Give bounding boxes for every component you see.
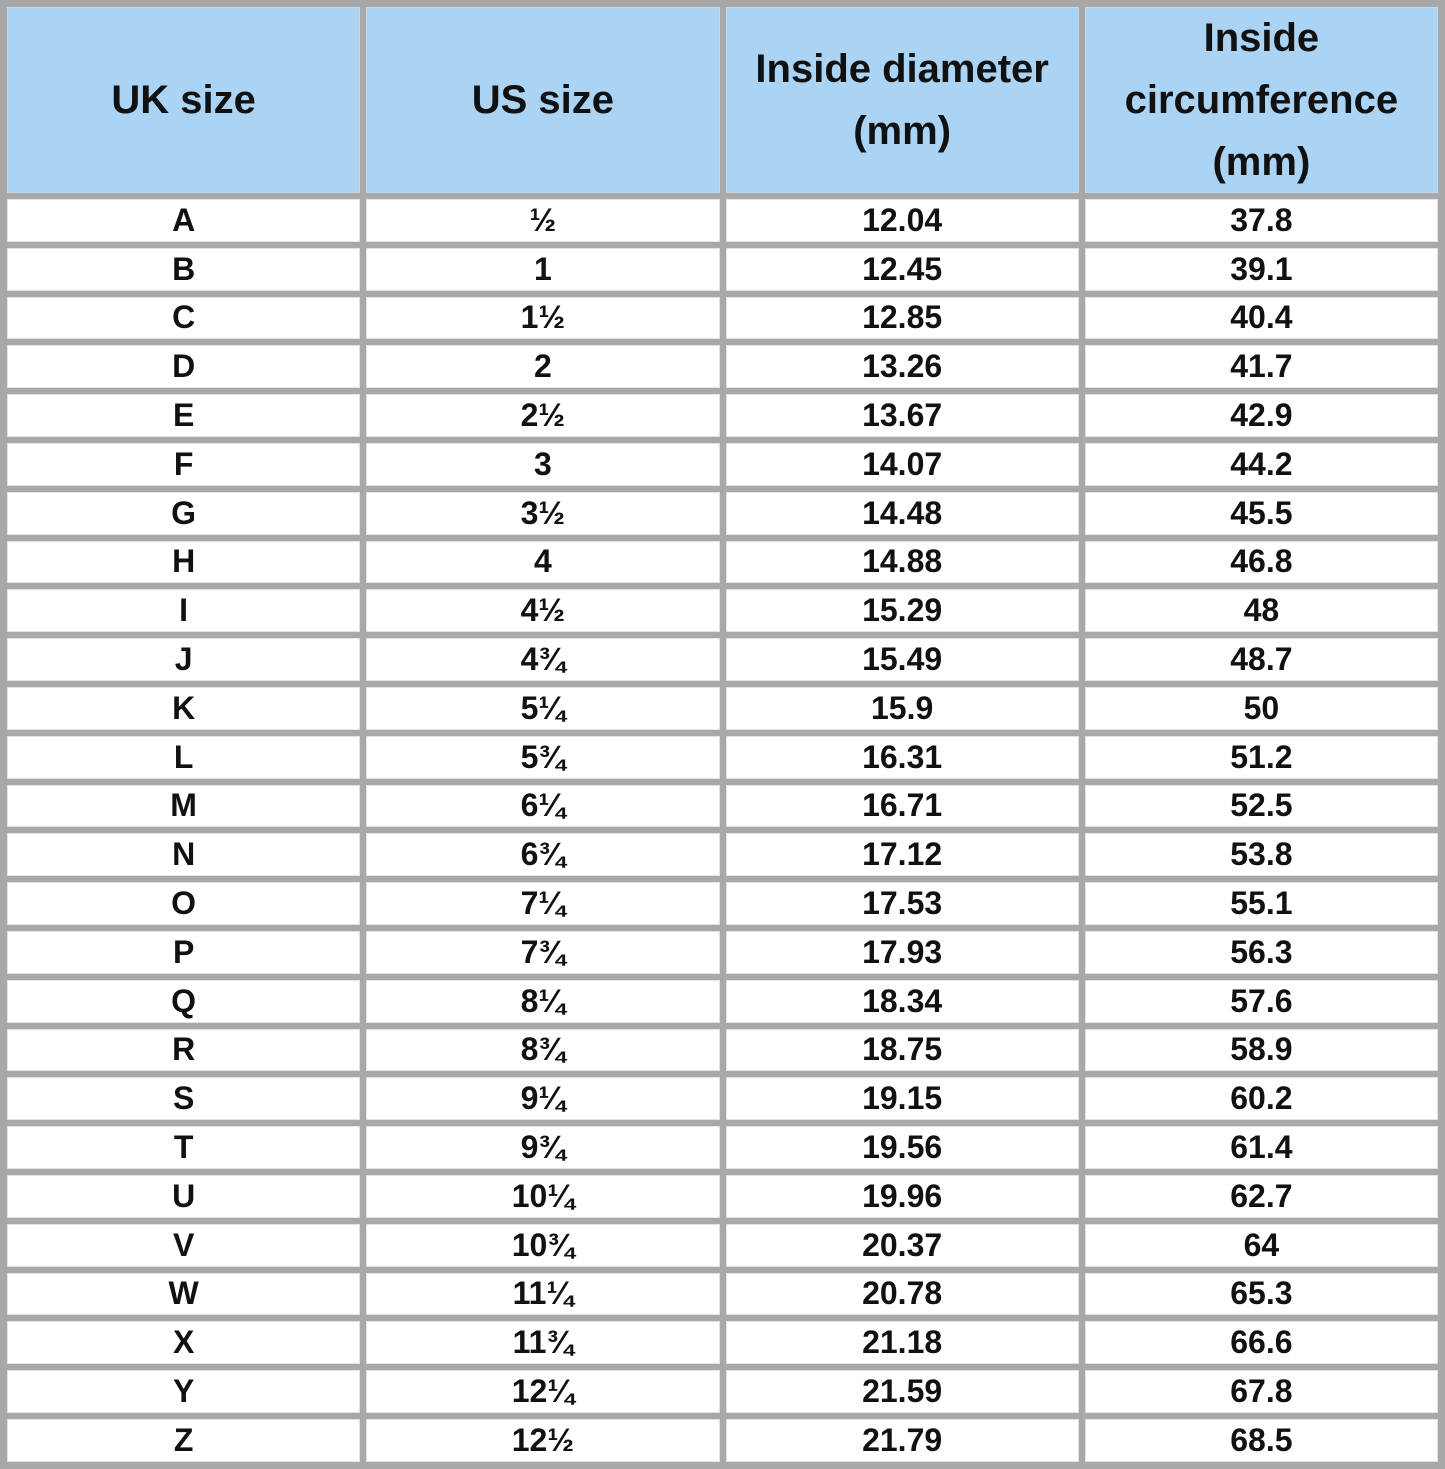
table-cell: 11¾: [366, 1321, 719, 1364]
table-row: [7, 980, 1438, 1023]
header-row: [7, 7, 1438, 193]
table-cell: C: [7, 297, 360, 340]
table-cell: 20.37: [726, 1224, 1079, 1267]
table-cell: 55.1: [1085, 882, 1438, 925]
table-row: [7, 589, 1438, 632]
table-cell: 4: [366, 541, 719, 584]
table-cell: 8¼: [366, 980, 719, 1023]
table-cell: 13.67: [726, 394, 1079, 437]
table-cell: 18.75: [726, 1029, 1079, 1072]
table-row: [7, 1077, 1438, 1120]
table-cell: 5¾: [366, 736, 719, 779]
table-cell: 12½: [366, 1419, 719, 1462]
table-cell: 9¼: [366, 1077, 719, 1120]
table-cell: 7¼: [366, 882, 719, 925]
table-cell: 65.3: [1085, 1273, 1438, 1316]
table-cell: 14.07: [726, 443, 1079, 486]
table-cell: 9¾: [366, 1126, 719, 1169]
table-cell: 17.53: [726, 882, 1079, 925]
ring-size-table: [1, 1, 1444, 1468]
table-cell: 4¾: [366, 638, 719, 681]
table-cell: 17.93: [726, 931, 1079, 974]
table-cell: H: [7, 541, 360, 584]
table-cell: T: [7, 1126, 360, 1169]
table-cell: E: [7, 394, 360, 437]
table-cell: 18.34: [726, 980, 1079, 1023]
table-cell: 60.2: [1085, 1077, 1438, 1120]
table-cell: 8¾: [366, 1029, 719, 1072]
table-cell: 41.7: [1085, 345, 1438, 388]
table-row: [7, 1175, 1438, 1218]
table-row: [7, 882, 1438, 925]
table-cell: 7¾: [366, 931, 719, 974]
table-cell: S: [7, 1077, 360, 1120]
table-cell: 19.96: [726, 1175, 1079, 1218]
column-header-inside-diameter: Inside diameter (mm): [726, 7, 1079, 193]
table-row: [7, 736, 1438, 779]
table-cell: 21.79: [726, 1419, 1079, 1462]
table-cell: 12.85: [726, 297, 1079, 340]
table-cell: 16.31: [726, 736, 1079, 779]
table-row: [7, 492, 1438, 535]
table-cell: 15.9: [726, 687, 1079, 730]
table-cell: 64: [1085, 1224, 1438, 1267]
table-cell: 52.5: [1085, 785, 1438, 828]
table-cell: 16.71: [726, 785, 1079, 828]
table-row: [7, 833, 1438, 876]
table-cell: 48: [1085, 589, 1438, 632]
table-cell: 10¼: [366, 1175, 719, 1218]
table-row: [7, 1029, 1438, 1072]
table-cell: 66.6: [1085, 1321, 1438, 1364]
table-cell: 12.04: [726, 199, 1079, 242]
table-row: [7, 1126, 1438, 1169]
table-row: [7, 1224, 1438, 1267]
table-cell: 4½: [366, 589, 719, 632]
table-cell: 68.5: [1085, 1419, 1438, 1462]
table-row: [7, 1370, 1438, 1413]
table-row: [7, 931, 1438, 974]
table-cell: 15.49: [726, 638, 1079, 681]
table-cell: 53.8: [1085, 833, 1438, 876]
column-header-inside-circumference: Inside circumference (mm): [1085, 7, 1438, 193]
table-cell: V: [7, 1224, 360, 1267]
table-row: [7, 785, 1438, 828]
table-cell: 10¾: [366, 1224, 719, 1267]
table-cell: I: [7, 589, 360, 632]
column-header-us-size: US size: [366, 7, 719, 193]
table-cell: 1½: [366, 297, 719, 340]
table-cell: N: [7, 833, 360, 876]
table-row: [7, 1321, 1438, 1364]
table-row: [7, 199, 1438, 242]
table-cell: 2: [366, 345, 719, 388]
table-cell: 1: [366, 248, 719, 291]
table-row: [7, 443, 1438, 486]
table-cell: 44.2: [1085, 443, 1438, 486]
table-cell: 14.88: [726, 541, 1079, 584]
column-header-uk-size: UK size: [7, 7, 360, 193]
table-row: [7, 394, 1438, 437]
table-cell: Z: [7, 1419, 360, 1462]
table-row: [7, 345, 1438, 388]
table-cell: 56.3: [1085, 931, 1438, 974]
table-cell: 40.4: [1085, 297, 1438, 340]
table-cell: X: [7, 1321, 360, 1364]
table-cell: 3½: [366, 492, 719, 535]
table-cell: ½: [366, 199, 719, 242]
table-row: [7, 248, 1438, 291]
table-row: [7, 297, 1438, 340]
table-cell: Q: [7, 980, 360, 1023]
table-cell: J: [7, 638, 360, 681]
table-cell: 19.56: [726, 1126, 1079, 1169]
table-cell: 58.9: [1085, 1029, 1438, 1072]
table-cell: 12¼: [366, 1370, 719, 1413]
table-body: [7, 199, 1438, 1462]
table-row: [7, 541, 1438, 584]
table-cell: 51.2: [1085, 736, 1438, 779]
table-row: [7, 687, 1438, 730]
table-row: [7, 638, 1438, 681]
table-cell: 13.26: [726, 345, 1079, 388]
table-cell: F: [7, 443, 360, 486]
table-cell: 2½: [366, 394, 719, 437]
table-cell: U: [7, 1175, 360, 1218]
table-cell: 67.8: [1085, 1370, 1438, 1413]
table-row: [7, 1273, 1438, 1316]
table-cell: O: [7, 882, 360, 925]
table-cell: 21.59: [726, 1370, 1079, 1413]
table-cell: 57.6: [1085, 980, 1438, 1023]
table-cell: R: [7, 1029, 360, 1072]
table-cell: L: [7, 736, 360, 779]
table-cell: 48.7: [1085, 638, 1438, 681]
table-cell: W: [7, 1273, 360, 1316]
table-cell: Y: [7, 1370, 360, 1413]
table-cell: 45.5: [1085, 492, 1438, 535]
table-row: [7, 1419, 1438, 1462]
table-cell: D: [7, 345, 360, 388]
table-cell: 61.4: [1085, 1126, 1438, 1169]
table-cell: K: [7, 687, 360, 730]
table-cell: 50: [1085, 687, 1438, 730]
table-cell: 14.48: [726, 492, 1079, 535]
table-cell: 12.45: [726, 248, 1079, 291]
table-cell: 37.8: [1085, 199, 1438, 242]
table-cell: 19.15: [726, 1077, 1079, 1120]
table-cell: P: [7, 931, 360, 974]
table-cell: 46.8: [1085, 541, 1438, 584]
table-cell: 6¾: [366, 833, 719, 876]
table-cell: 17.12: [726, 833, 1079, 876]
table-cell: B: [7, 248, 360, 291]
table-cell: 15.29: [726, 589, 1079, 632]
table-cell: 42.9: [1085, 394, 1438, 437]
table-cell: A: [7, 199, 360, 242]
table-cell: 39.1: [1085, 248, 1438, 291]
table-cell: 21.18: [726, 1321, 1079, 1364]
table-cell: 5¼: [366, 687, 719, 730]
table-cell: 62.7: [1085, 1175, 1438, 1218]
table-cell: M: [7, 785, 360, 828]
table-cell: 20.78: [726, 1273, 1079, 1316]
table-cell: G: [7, 492, 360, 535]
table-cell: 11¼: [366, 1273, 719, 1316]
table-cell: 6¼: [366, 785, 719, 828]
table-cell: 3: [366, 443, 719, 486]
